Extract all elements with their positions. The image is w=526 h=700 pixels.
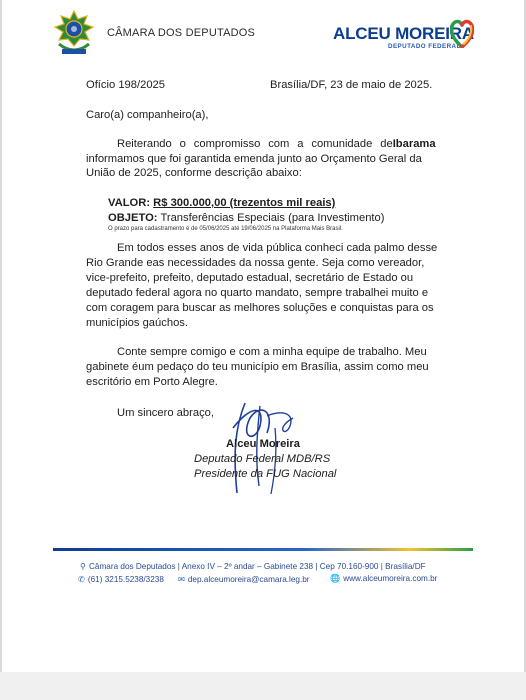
website-text[interactable]: www.alceumoreira.com.br [343,574,438,583]
chamber-name: CÂMARA DOS DEPUTADOS [107,27,256,39]
brand-name: ALCEU MOREIRA [333,24,474,43]
paragraph2-line2: Rio Grande eas necessidades da nossa gente. Seja como vereador, [86,257,425,269]
signer-title1: Deputado Federal MDB/RS [194,453,331,465]
office-number: Ofício 198/2025 [86,79,165,91]
objeto-line [108,211,385,226]
paragraph2-line6: municípios gaúchos. [86,317,188,329]
paragraph3-line3: escritório em Porto Alegre. [86,376,218,388]
deadline-note: O prazo para cadastramento é de 05/06/2025 até 19/06/2025 na Plataforma Mais Brasil. [108,226,343,232]
paragraph1-line3: União de 2025, conforme descrição abaixo: [86,167,302,179]
place-date: Brasília/DF, 23 de maio de 2025. [270,79,433,91]
address-text: Câmara dos Deputados | Anexo IV – 2º andar – Gabinete 238 | Cep 70.160-900 | Brasília/DF [89,562,426,571]
paragraph1-line1 [117,137,436,152]
signer-name: Alceu Moreira [226,438,300,450]
globe-icon: 🌐 [330,574,341,583]
p1-l1-text: Reiterando o compromisso com a comunidade de [117,138,393,150]
phone-icon: ✆ [78,575,85,584]
email-icon: ✉ [178,575,185,584]
valor-line [108,196,335,211]
paragraph3-line1: Conte sempre comigo e com a minha equipe de trabalho. Meu [117,346,427,358]
coat-of-arms-icon [53,10,95,58]
valor-value: R$ 300.000,00 (trezentos mil reais) [153,197,336,209]
paragraph2-line4: deputado federal agora no quarto mandato, sempre trabalhei muito e [86,287,429,299]
footer-address [80,561,426,571]
phone-text: (61) 3215.5238/3238 [87,575,164,584]
city-name: Ibarama [392,138,436,150]
footer-divider [53,548,473,551]
salutation: Caro(a) companheiro(a), [86,109,209,121]
paragraph1-line2: informamos que foi garantida emenda junto ao Orçamento Geral da [86,153,422,165]
footer-email[interactable] [178,574,310,584]
email-text[interactable]: dep.alceumoreira@camara.leg.br [187,575,310,584]
footer-phone [78,574,164,584]
location-pin-icon: ⚲ [80,562,86,571]
valor-label: VALOR: [108,197,151,209]
heart-logo-icon [450,14,474,48]
objeto-value: Transferências Especiais (para Investimento) [160,212,385,224]
brand-subtitle: DEPUTADO FEDERAL [388,43,461,50]
closing: Um sincero abraço, [117,407,214,419]
paragraph2-line5: com coragem para buscar as melhores soluções e conquistas para os [86,302,434,314]
footer-website[interactable] [330,574,437,584]
paragraph3-line2: gabinete éum pedaço do teu município em Brasília, assim como meu [86,361,429,373]
paragraph2-line1: Em todos esses anos de vida pública conheci cada palmo desse [117,242,438,254]
objeto-label: OBJETO: [108,212,158,224]
paragraph2-line3: vice-prefeito, prefeito, deputado estadual, secretário de Estado ou [86,272,414,284]
signer-title2: Presidente da FUG Nacional [194,468,337,480]
page-bottom-shade [0,672,526,700]
